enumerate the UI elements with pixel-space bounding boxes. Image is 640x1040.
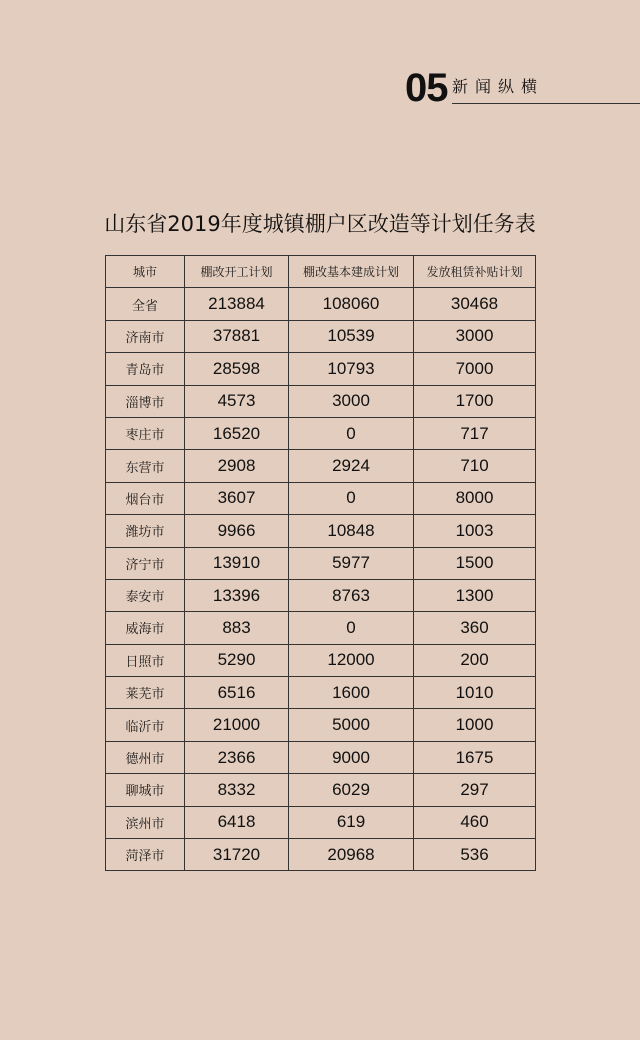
completion-plan-cell: 6029 [289,774,414,806]
subsidy-plan-cell: 297 [414,774,536,806]
subsidy-plan-cell: 1700 [414,385,536,417]
start-plan-cell: 8332 [185,774,289,806]
city-cell: 泰安市 [106,579,185,611]
subsidy-plan-cell: 3000 [414,320,536,352]
start-plan-cell: 883 [185,612,289,644]
table-row [106,547,536,579]
city-cell: 枣庄市 [106,417,185,449]
completion-plan-cell: 0 [289,612,414,644]
subsidy-plan-cell: 8000 [414,482,536,514]
completion-plan-cell: 8763 [289,579,414,611]
subsidy-plan-cell: 7000 [414,353,536,385]
completion-plan-cell: 0 [289,482,414,514]
city-cell: 菏泽市 [106,839,185,871]
completion-plan-cell: 108060 [289,288,414,320]
city-cell: 德州市 [106,741,185,773]
city-cell: 滨州市 [106,806,185,838]
start-plan-cell: 2908 [185,450,289,482]
table-row [106,579,536,611]
subsidy-plan-cell: 1500 [414,547,536,579]
subsidy-plan-cell: 1003 [414,515,536,547]
table-row [106,839,536,871]
table-row [106,482,536,514]
city-cell: 青岛市 [106,353,185,385]
subsidy-plan-cell: 710 [414,450,536,482]
start-plan-cell: 37881 [185,320,289,352]
header-rule [452,103,640,104]
table-header-row [106,256,536,288]
start-plan-cell: 4573 [185,385,289,417]
table-row [106,353,536,385]
completion-plan-cell: 0 [289,417,414,449]
subsidy-plan-cell: 30468 [414,288,536,320]
column-header-start-plan: 棚改开工计划 [185,256,289,288]
completion-plan-cell: 2924 [289,450,414,482]
section-number: 05 [405,66,448,110]
start-plan-cell: 6418 [185,806,289,838]
city-cell: 济南市 [106,320,185,352]
city-cell: 潍坊市 [106,515,185,547]
start-plan-cell: 2366 [185,741,289,773]
start-plan-cell: 28598 [185,353,289,385]
column-header-subsidy-plan: 发放租赁补贴计划 [414,256,536,288]
start-plan-cell: 213884 [185,288,289,320]
start-plan-cell: 6516 [185,677,289,709]
subsidy-plan-cell: 1010 [414,677,536,709]
table-row [106,677,536,709]
city-cell: 济宁市 [106,547,185,579]
table-row [106,515,536,547]
completion-plan-cell: 5000 [289,709,414,741]
city-cell: 莱芜市 [106,677,185,709]
start-plan-cell: 9966 [185,515,289,547]
city-cell: 临沂市 [106,709,185,741]
city-cell: 聊城市 [106,774,185,806]
subsidy-plan-cell: 360 [414,612,536,644]
table-row [106,741,536,773]
table-row [106,417,536,449]
city-cell: 烟台市 [106,482,185,514]
completion-plan-cell: 10793 [289,353,414,385]
subsidy-plan-cell: 1000 [414,709,536,741]
plan-table [105,255,536,871]
completion-plan-cell: 20968 [289,839,414,871]
completion-plan-cell: 9000 [289,741,414,773]
start-plan-cell: 16520 [185,417,289,449]
subsidy-plan-cell: 1300 [414,579,536,611]
start-plan-cell: 13910 [185,547,289,579]
completion-plan-cell: 5977 [289,547,414,579]
section-title: 新闻纵横 [452,77,545,96]
table-row [106,806,536,838]
table-body [106,288,536,871]
table-row [106,644,536,676]
table-row [106,320,536,352]
table-row [106,612,536,644]
column-header-completion-plan: 棚改基本建成计划 [289,256,414,288]
start-plan-cell: 5290 [185,644,289,676]
city-cell: 日照市 [106,644,185,676]
completion-plan-cell: 12000 [289,644,414,676]
subsidy-plan-cell: 717 [414,417,536,449]
completion-plan-cell: 619 [289,806,414,838]
table-row [106,774,536,806]
city-cell: 东营市 [106,450,185,482]
start-plan-cell: 3607 [185,482,289,514]
subsidy-plan-cell: 460 [414,806,536,838]
table-row [106,385,536,417]
start-plan-cell: 31720 [185,839,289,871]
completion-plan-cell: 1600 [289,677,414,709]
city-cell: 淄博市 [106,385,185,417]
city-cell: 威海市 [106,612,185,644]
table-title: 山东省2019年度城镇棚户区改造等计划任务表 [104,212,536,236]
completion-plan-cell: 3000 [289,385,414,417]
subsidy-plan-cell: 536 [414,839,536,871]
table-row [106,288,536,320]
city-cell: 全省 [106,288,185,320]
page-header [0,0,640,110]
table-row [106,709,536,741]
completion-plan-cell: 10848 [289,515,414,547]
subsidy-plan-cell: 1675 [414,741,536,773]
completion-plan-cell: 10539 [289,320,414,352]
subsidy-plan-cell: 200 [414,644,536,676]
start-plan-cell: 13396 [185,579,289,611]
column-header-city: 城市 [106,256,185,288]
table-row [106,450,536,482]
start-plan-cell: 21000 [185,709,289,741]
